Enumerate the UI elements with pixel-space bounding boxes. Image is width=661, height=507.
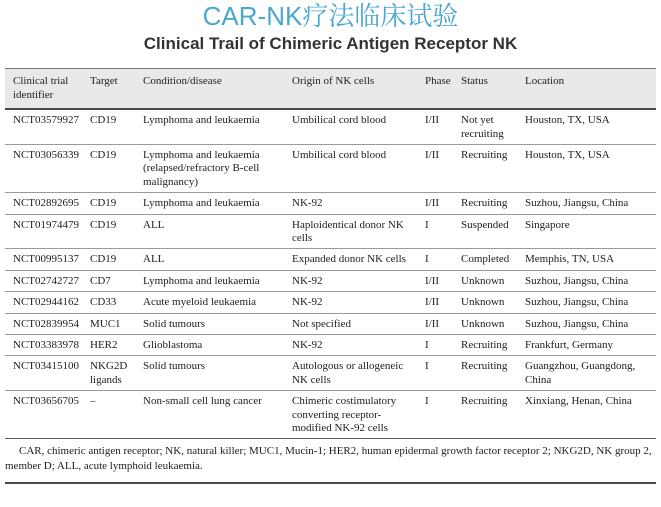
document-page (0, 2, 661, 507)
cell-identifier: NCT03579927 (5, 109, 90, 144)
cell-origin: NK-92 (292, 292, 425, 313)
cell-identifier: NCT03383978 (5, 334, 90, 355)
column-header-origin: Origin of NK cells (292, 69, 425, 109)
cell-origin: NK-92 (292, 193, 425, 214)
column-header-phase: Phase (425, 69, 461, 109)
clinical-trials-table (5, 68, 656, 439)
cell-origin: Umbilical cord blood (292, 109, 425, 144)
page-title-chinese: CAR-NK疗法临床试验 (202, 1, 459, 31)
cell-target: CD33 (90, 292, 143, 313)
cell-identifier: NCT01974479 (5, 214, 90, 249)
page-title-english: Clinical Trail of Chimeric Antigen Receptor NK (143, 33, 518, 53)
cell-location: Houston, TX, USA (525, 109, 656, 144)
cell-origin: Expanded donor NK cells (292, 249, 425, 270)
cell-condition: ALL (143, 249, 292, 270)
cell-target: CD19 (90, 214, 143, 249)
cell-phase: I/II (425, 270, 461, 291)
table-row (5, 391, 656, 439)
cell-phase: I/II (425, 109, 461, 144)
cell-identifier: NCT02742727 (5, 270, 90, 291)
cell-target: CD7 (90, 270, 143, 291)
trials-table-body (5, 109, 656, 439)
cell-origin: Haploidentical donor NK cells (292, 214, 425, 249)
table-header (5, 69, 656, 109)
cell-identifier: NCT02839954 (5, 313, 90, 334)
table-row (5, 334, 656, 355)
cell-target: HER2 (90, 334, 143, 355)
cell-status: Not yet recruiting (461, 109, 525, 144)
table-row (5, 356, 656, 391)
table-row (5, 292, 656, 313)
cell-status: Unknown (461, 270, 525, 291)
cell-phase: I/II (425, 313, 461, 334)
column-header-identifier: Clinical trial identifier (5, 69, 90, 109)
cell-phase: I (425, 391, 461, 439)
table-row (5, 193, 656, 214)
cell-identifier: NCT02944162 (5, 292, 90, 313)
cell-condition: Non-small cell lung cancer (143, 391, 292, 439)
cell-phase: I (425, 334, 461, 355)
cell-location: Suzhou, Jiangsu, China (525, 193, 656, 214)
cell-phase: I/II (425, 193, 461, 214)
cell-origin: Chimeric costimulatory converting receptor-modified NK-92 cells (292, 391, 425, 439)
cell-phase: I (425, 356, 461, 391)
cell-target: CD19 (90, 144, 143, 192)
cell-condition: Solid tumours (143, 313, 292, 334)
cell-location: Xinxiang, Henan, China (525, 391, 656, 439)
cell-status: Recruiting (461, 356, 525, 391)
cell-condition: Lymphoma and leukaemia (relapsed/refractory B-cell malignancy) (143, 144, 292, 192)
table-row (5, 144, 656, 192)
cell-target: CD19 (90, 109, 143, 144)
table-row (5, 270, 656, 291)
cell-condition: Lymphoma and leukaemia (143, 270, 292, 291)
cell-status: Unknown (461, 292, 525, 313)
cell-phase: I/II (425, 144, 461, 192)
cell-condition: Glioblastoma (143, 334, 292, 355)
column-header-target: Target (90, 69, 143, 109)
cell-status: Completed (461, 249, 525, 270)
cell-origin: NK-92 (292, 334, 425, 355)
cell-status: Recruiting (461, 334, 525, 355)
cell-origin: NK-92 (292, 270, 425, 291)
cell-target: CD19 (90, 193, 143, 214)
column-header-status: Status (461, 69, 525, 109)
column-header-location: Location (525, 69, 656, 109)
table-row (5, 214, 656, 249)
cell-identifier: NCT03056339 (5, 144, 90, 192)
cell-condition: Solid tumours (143, 356, 292, 391)
table-row (5, 313, 656, 334)
cell-location: Suzhou, Jiangsu, China (525, 270, 656, 291)
cell-status: Recruiting (461, 144, 525, 192)
cell-location: Frankfurt, Germany (525, 334, 656, 355)
cell-condition: Lymphoma and leukaemia (143, 193, 292, 214)
cell-status: Recruiting (461, 193, 525, 214)
table-header-row (5, 69, 656, 109)
cell-status: Suspended (461, 214, 525, 249)
cell-identifier: NCT00995137 (5, 249, 90, 270)
cell-status: Unknown (461, 313, 525, 334)
cell-location: Guangzhou, Guangdong, China (525, 356, 656, 391)
cell-phase: I (425, 214, 461, 249)
cell-condition: ALL (143, 214, 292, 249)
cell-condition: Lymphoma and leukaemia (143, 109, 292, 144)
cell-phase: I/II (425, 292, 461, 313)
abbreviations-footnote: CAR, chimeric antigen receptor; NK, natural killer; MUC1, Mucin-1; HER2, human epidermal growth factor receptor 2; NKG2D, NK group 2, member D; ALL, acute lymphoid leukaemia. (5, 439, 656, 484)
cell-identifier: NCT03656705 (5, 391, 90, 439)
cell-location: Suzhou, Jiangsu, China (525, 313, 656, 334)
cell-location: Suzhou, Jiangsu, China (525, 292, 656, 313)
cell-identifier: NCT03415100 (5, 356, 90, 391)
cell-target: CD19 (90, 249, 143, 270)
cell-origin: Umbilical cord blood (292, 144, 425, 192)
cell-location: Memphis, TN, USA (525, 249, 656, 270)
cell-phase: I (425, 249, 461, 270)
cell-condition: Acute myeloid leukaemia (143, 292, 292, 313)
cell-status: Recruiting (461, 391, 525, 439)
cell-target: MUC1 (90, 313, 143, 334)
cell-target: NKG2D ligands (90, 356, 143, 391)
cell-origin: Not specified (292, 313, 425, 334)
column-header-condition: Condition/disease (143, 69, 292, 109)
cell-origin: Autologous or allogeneic NK cells (292, 356, 425, 391)
cell-location: Singapore (525, 214, 656, 249)
table-row (5, 109, 656, 144)
cell-identifier: NCT02892695 (5, 193, 90, 214)
cell-target: – (90, 391, 143, 439)
table-row (5, 249, 656, 270)
cell-location: Houston, TX, USA (525, 144, 656, 192)
